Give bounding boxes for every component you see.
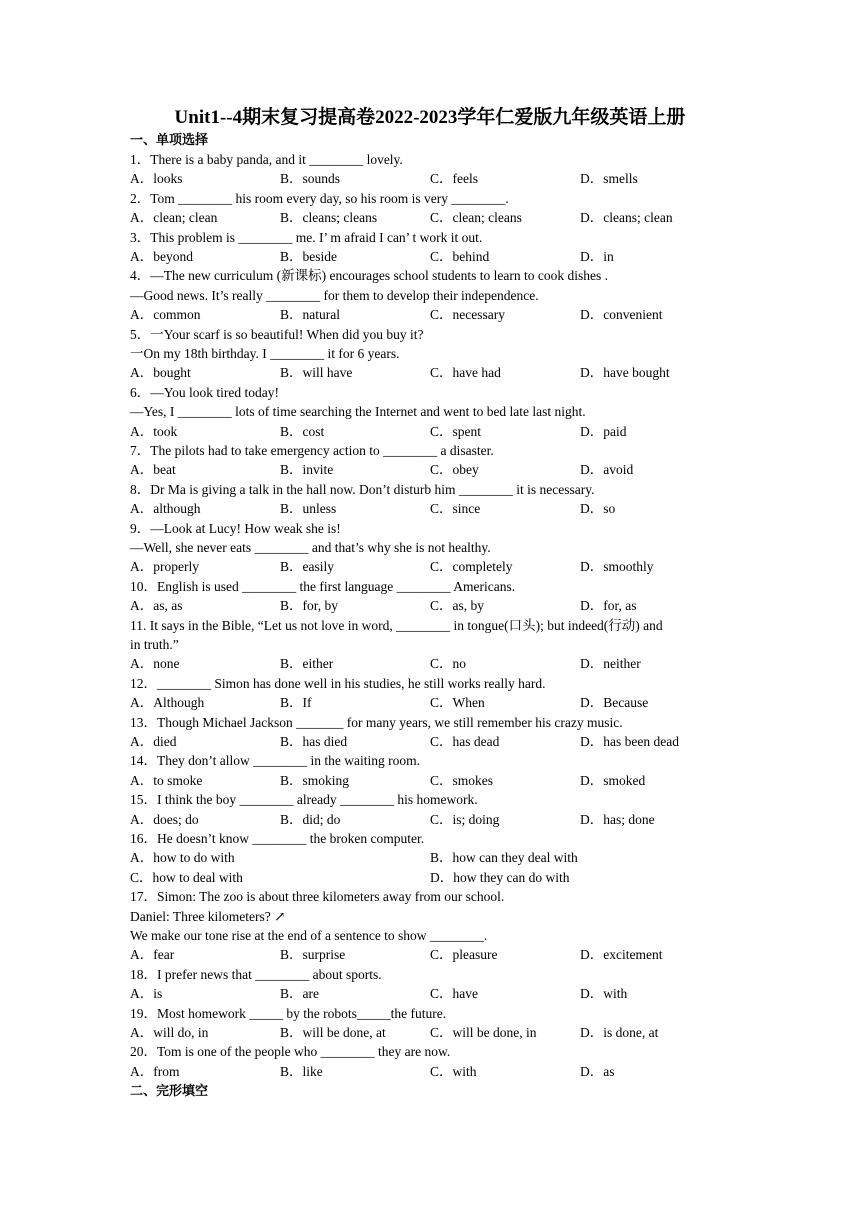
question-15-option: D．has; done (580, 811, 655, 827)
question-9-option: A．properly (130, 559, 199, 575)
question-5-option: B．will have (280, 365, 353, 381)
question-7-option: D．avoid (580, 462, 634, 478)
question-15-option: B．did; do (280, 811, 341, 827)
question-8-option: A．although (130, 501, 201, 517)
question-10-option: D．for, as (580, 598, 637, 614)
question-6-option: C．spent (430, 423, 482, 439)
question-17-stem-line: Daniel: Three kilometers? ↗ (130, 908, 286, 924)
question-5-stem-line: 5．一Your scarf is so beautiful! When did you buy it? (130, 326, 424, 342)
question-16-stem-line: 16．He doesn’t know ________ the broken computer. (130, 831, 425, 846)
question-2-stem-line: 2．Tom ________ his room every day, so his room is very ________. (130, 190, 509, 206)
question-4-option: D．convenient (580, 307, 663, 323)
question-19-option: D．is done, at (580, 1025, 659, 1040)
question-16-option: C．how to deal with (130, 869, 243, 885)
question-9-option: B．easily (280, 559, 334, 575)
question-3-stem-line: 3．This problem is ________ me. I’ m afraid I can’ t work it out. (130, 229, 483, 245)
question-4-option: A．common (130, 307, 201, 323)
question-16-option: B．how can they deal with (430, 850, 578, 866)
question-4-stem-line: 4．—The new curriculum (新课标) encourages school students to learn to cook dishes . (130, 268, 609, 284)
question-20-option: C．with (430, 1063, 477, 1079)
question-5-option: A．bought (130, 365, 191, 381)
question-14-option: D．smoked (580, 772, 646, 788)
question-17-option: C．pleasure (430, 947, 498, 963)
question-17-option: A．fear (130, 947, 175, 963)
section-heading-cloze: 二、完形填空 (130, 1084, 209, 1100)
question-7-stem-line: 7．The pilots had to take emergency action to ________ a disaster. (130, 443, 494, 458)
question-18-option: A．is (130, 986, 163, 1002)
question-5-stem-line: 一On my 18th birthday. I ________ it for 6 years. (130, 346, 400, 361)
question-10-option: B．for, by (280, 598, 338, 614)
question-11-option: B．either (280, 656, 334, 672)
question-16-option: D．how they can do with (430, 869, 570, 885)
question-6-option: A．took (130, 423, 178, 439)
question-8-option: C．since (430, 501, 481, 517)
question-1-stem-line: 1．There is a baby panda, and it ________ lovely. (130, 152, 403, 167)
question-12-option: B．If (280, 695, 312, 711)
question-15-option: A．does; do (130, 811, 199, 827)
question-13-option: C．has dead (430, 734, 500, 749)
question-13-option: D．has been dead (580, 734, 679, 749)
question-8-option: B．unless (280, 501, 337, 517)
question-12-option: C．When (430, 695, 485, 711)
question-11-stem-line: 11. It says in the Bible, “Let us not love in word, ________ in tongue(口头); but indeed(行动) and (130, 617, 663, 633)
question-3-option: A．beyond (130, 249, 193, 264)
question-9-option: D．smoothly (580, 559, 654, 575)
question-2-option: B．cleans; cleans (280, 210, 378, 226)
question-11-option: A．none (130, 656, 180, 672)
question-1-option: B．sounds (280, 171, 341, 187)
question-4-stem-line: —Good news. It’s really ________ for them to develop their independence. (130, 287, 539, 303)
question-10-option: A．as, as (130, 598, 183, 614)
question-11-option: D．neither (580, 656, 641, 672)
question-14-stem-line: 14．They don’t allow ________ in the waiting room. (130, 753, 420, 769)
question-18-option: D．with (580, 986, 628, 1002)
question-2-option: C．clean; cleans (430, 210, 522, 226)
question-19-option: B．will be done, at (280, 1025, 386, 1040)
page-title: Unit1--4期末复习提高卷2022-2023学年仁爱版九年级英语上册 (174, 107, 686, 128)
question-1-option: C．feels (430, 171, 478, 187)
question-7-option: A．beat (130, 462, 176, 478)
question-9-stem-line: 9．—Look at Lucy! How weak she is! (130, 520, 341, 536)
question-17-stem-line: 17．Simon: The zoo is about three kilometers away from our school. (130, 889, 505, 905)
question-12-option: A．Although (130, 695, 205, 711)
question-4-option: C．necessary (430, 307, 505, 323)
question-7-option: C．obey (430, 462, 479, 478)
question-18-option: C．have (430, 986, 478, 1002)
question-10-option: C．as, by (430, 598, 484, 614)
question-3-option: B．beside (280, 249, 337, 264)
question-9-stem-line: —Well, she never eats ________ and that’s why she is not healthy. (130, 540, 491, 555)
question-20-option: B．like (280, 1063, 323, 1079)
question-2-option: D．cleans; clean (580, 210, 673, 226)
section-heading-multiple-choice: 一、单项选择 (130, 133, 209, 148)
question-20-stem-line: 20．Tom is one of the people who ________ they are now. (130, 1044, 451, 1060)
question-13-option: A．died (130, 734, 177, 749)
question-1-option: A．looks (130, 171, 183, 187)
question-7-option: B．invite (280, 462, 334, 478)
question-12-option: D．Because (580, 695, 649, 711)
question-15-stem-line: 15．I think the boy ________ already ________ his homework. (130, 792, 478, 808)
question-12-stem-line: 12．________ Simon has done well in his studies, he still works really hard. (130, 675, 546, 691)
question-11-stem-line: in truth.” (130, 637, 179, 652)
question-3-option: C．behind (430, 249, 490, 264)
question-14-option: A．to smoke (130, 772, 203, 788)
question-6-stem-line: 6．—You look tired today! (130, 384, 280, 400)
question-9-option: C．completely (430, 559, 513, 575)
question-6-option: D．paid (580, 423, 627, 439)
question-17-option: B．surprise (280, 947, 346, 963)
question-8-option: D．so (580, 501, 616, 517)
question-20-option: A．from (130, 1063, 180, 1079)
question-18-stem-line: 18．I prefer news that ________ about sports. (130, 966, 382, 982)
question-13-stem-line: 13．Though Michael Jackson _______ for many years, we still remember his crazy music. (130, 714, 623, 730)
question-5-option: D．have bought (580, 365, 670, 381)
question-1-option: D．smells (580, 171, 638, 187)
question-13-option: B．has died (280, 734, 348, 749)
question-5-option: C．have had (430, 365, 501, 381)
question-17-stem-line: We make our tone rise at the end of a sentence to show ________. (130, 928, 488, 943)
question-20-option: D．as (580, 1063, 615, 1079)
question-3-option: D．in (580, 249, 614, 264)
question-18-option: B．are (280, 986, 319, 1002)
question-14-option: C．smokes (430, 772, 494, 788)
question-19-option: A．will do, in (130, 1025, 209, 1040)
question-14-option: B．smoking (280, 772, 350, 788)
question-19-stem-line: 19．Most homework _____ by the robots_____the future. (130, 1005, 447, 1021)
question-10-stem-line: 10．English is used ________ the first language ________ Americans. (130, 578, 516, 594)
question-4-option: B．natural (280, 307, 340, 323)
question-6-stem-line: —Yes, I ________ lots of time searching the Internet and went to bed late last night. (130, 404, 586, 420)
question-8-stem-line: 8．Dr Ma is giving a talk in the hall now. Don’t disturb him ________ it is necessary. (130, 481, 595, 497)
question-16-option: A．how to do with (130, 850, 235, 866)
question-6-option: B．cost (280, 423, 325, 439)
question-17-option: D．excitement (580, 947, 663, 963)
question-15-option: C．is; doing (430, 811, 500, 827)
question-2-option: A．clean; clean (130, 210, 218, 226)
question-11-option: C．no (430, 656, 467, 672)
question-19-option: C．will be done, in (430, 1025, 537, 1040)
